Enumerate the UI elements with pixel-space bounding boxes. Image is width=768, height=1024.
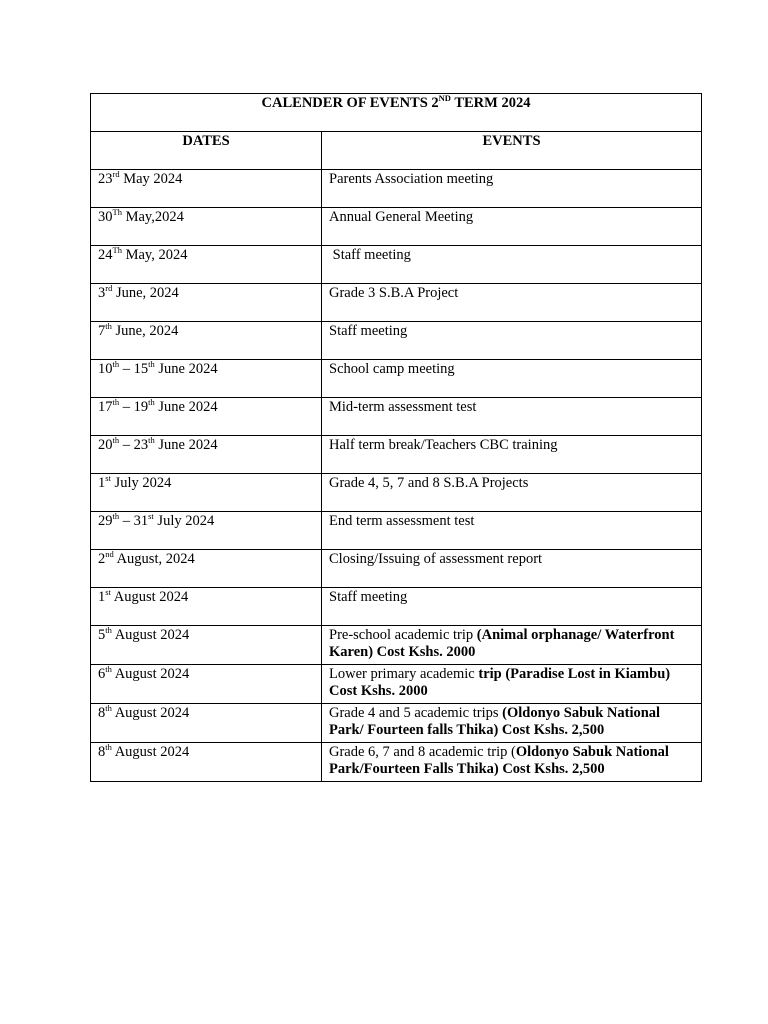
date-part: 24 <box>98 247 113 263</box>
event-text: Annual General Meeting <box>329 209 474 225</box>
event-text: Closing/Issuing of assessment report <box>329 551 543 567</box>
event-description-cell <box>322 322 702 360</box>
event-description-cell <box>322 360 702 398</box>
date-ordinal: th <box>148 397 155 407</box>
date-part: August 2024 <box>110 589 189 605</box>
date-part: – 23 <box>119 437 149 453</box>
date-ordinal: th <box>112 397 120 407</box>
date-part: August 2024 <box>111 744 190 760</box>
event-date-cell <box>91 360 322 398</box>
date-ordinal: th <box>112 435 120 445</box>
event-description-cell <box>322 588 702 626</box>
calendar-title <box>91 94 702 132</box>
event-description-cell <box>322 550 702 588</box>
date-part: 1 <box>98 589 106 605</box>
event-date-cell <box>91 322 322 360</box>
event-text: Staff meeting <box>329 589 408 605</box>
event-date-cell <box>91 665 322 704</box>
event-text: Pre-school academic trip <box>329 627 477 643</box>
event-date-cell <box>91 704 322 743</box>
date-part: 10 <box>98 361 113 377</box>
event-text: Lower primary academic <box>329 666 479 682</box>
date-ordinal: nd <box>105 549 114 559</box>
date-part: – 15 <box>119 361 149 377</box>
date-part: June 2024 <box>154 399 218 415</box>
table-row <box>91 474 702 512</box>
event-description-cell <box>322 284 702 322</box>
table-row <box>91 550 702 588</box>
date-ordinal: st <box>105 473 111 483</box>
date-part: 23 <box>98 171 113 187</box>
event-date-cell <box>91 398 322 436</box>
events-calendar-table <box>90 93 702 782</box>
date-ordinal: th <box>105 625 112 635</box>
event-date-cell <box>91 284 322 322</box>
date-part: 29 <box>98 513 113 529</box>
event-description-cell <box>322 170 702 208</box>
date-part: 20 <box>98 437 113 453</box>
event-description-cell <box>322 512 702 550</box>
date-part: – 19 <box>119 399 149 415</box>
date-part: 8 <box>98 705 106 721</box>
event-text: Grade 4, 5, 7 and 8 S.B.A Projects <box>329 475 529 491</box>
table-row <box>91 743 702 782</box>
dates-column-header: DATES <box>91 132 322 170</box>
table-row <box>91 284 702 322</box>
date-ordinal: th <box>105 321 112 331</box>
event-date-cell <box>91 474 322 512</box>
date-ordinal: st <box>148 511 154 521</box>
table-row <box>91 588 702 626</box>
table-row <box>91 626 702 665</box>
event-text: Grade 6, 7 and 8 academic trip ( <box>329 744 516 760</box>
event-date-cell <box>91 550 322 588</box>
date-ordinal: th <box>112 511 120 521</box>
event-text: Staff meeting <box>329 247 411 263</box>
event-detail-bold: trip (Paradise Lost in Kiambu) Cost Kshs. 2000 <box>329 666 671 699</box>
table-row <box>91 208 702 246</box>
date-ordinal: st <box>105 587 111 597</box>
event-detail-bold: Oldonyo Sabuk National Park/Fourteen Falls Thika) Cost Kshs. 2,500 <box>329 744 669 777</box>
event-text: Parents Association meeting <box>329 171 494 187</box>
event-text: Grade 3 S.B.A Project <box>329 285 459 301</box>
date-part: May 2024 <box>119 171 183 187</box>
date-part: 2 <box>98 551 106 567</box>
event-description-cell <box>322 665 702 704</box>
table-row <box>91 665 702 704</box>
date-part: – 31 <box>119 513 149 529</box>
event-detail-bold: (Oldonyo Sabuk National Park/ Fourteen falls Thika) Cost Kshs. 2,500 <box>329 705 661 738</box>
date-part: 6 <box>98 666 106 682</box>
event-detail-bold: (Animal orphanage/ Waterfront Karen) Cost Kshs. 2000 <box>329 627 675 660</box>
table-row <box>91 398 702 436</box>
event-text: Half term break/Teachers CBC training <box>329 437 558 453</box>
event-date-cell <box>91 512 322 550</box>
event-text: Grade 4 and 5 academic trips <box>329 705 503 721</box>
events-column-header: EVENTS <box>322 132 702 170</box>
date-ordinal: th <box>105 703 112 713</box>
event-description-cell <box>322 436 702 474</box>
date-part: 8 <box>98 744 106 760</box>
title-text: CALENDER OF EVENTS 2 <box>261 95 439 111</box>
title-superscript: ND <box>438 93 451 103</box>
event-text: School camp meeting <box>329 361 455 377</box>
date-part: August, 2024 <box>113 551 195 567</box>
date-part: July 2024 <box>153 513 215 529</box>
date-part: June 2024 <box>154 361 218 377</box>
table-row <box>91 246 702 284</box>
event-text: Staff meeting <box>329 323 408 339</box>
date-part: June, 2024 <box>112 285 179 301</box>
event-date-cell <box>91 626 322 665</box>
event-description-cell <box>322 398 702 436</box>
event-description-cell <box>322 474 702 512</box>
date-ordinal: Th <box>112 245 122 255</box>
event-date-cell <box>91 246 322 284</box>
event-date-cell <box>91 588 322 626</box>
event-description-cell <box>322 743 702 782</box>
calendar-body <box>91 94 702 782</box>
event-date-cell <box>91 743 322 782</box>
date-part: May,2024 <box>121 209 184 225</box>
date-ordinal: rd <box>105 283 113 293</box>
calendar-header-row <box>91 132 702 170</box>
event-description-cell <box>322 704 702 743</box>
event-text: End term assessment test <box>329 513 475 529</box>
date-ordinal: rd <box>112 169 120 179</box>
date-part: 30 <box>98 209 113 225</box>
date-part: 17 <box>98 399 113 415</box>
date-part: 3 <box>98 285 106 301</box>
date-part: July 2024 <box>110 475 172 491</box>
date-ordinal: th <box>148 435 155 445</box>
table-row <box>91 360 702 398</box>
date-part: June 2024 <box>154 437 218 453</box>
title-suffix: TERM 2024 <box>450 95 531 111</box>
date-part: August 2024 <box>111 705 190 721</box>
event-date-cell <box>91 208 322 246</box>
date-ordinal: th <box>112 359 120 369</box>
date-part: June, 2024 <box>111 323 179 339</box>
date-ordinal: th <box>148 359 155 369</box>
event-date-cell <box>91 436 322 474</box>
date-part: August 2024 <box>111 627 190 643</box>
table-row <box>91 704 702 743</box>
date-ordinal: Th <box>112 207 122 217</box>
table-row <box>91 512 702 550</box>
date-part: August 2024 <box>111 666 190 682</box>
date-part: May, 2024 <box>121 247 188 263</box>
date-part: 5 <box>98 627 106 643</box>
table-row <box>91 170 702 208</box>
table-row <box>91 322 702 360</box>
event-description-cell <box>322 626 702 665</box>
event-description-cell <box>322 208 702 246</box>
date-part: 7 <box>98 323 106 339</box>
table-row <box>91 436 702 474</box>
event-date-cell <box>91 170 322 208</box>
date-part: 1 <box>98 475 106 491</box>
event-text: Mid-term assessment test <box>329 399 477 415</box>
date-ordinal: th <box>105 742 112 752</box>
date-ordinal: th <box>105 664 112 674</box>
calendar-title-row <box>91 94 702 132</box>
event-description-cell <box>322 246 702 284</box>
